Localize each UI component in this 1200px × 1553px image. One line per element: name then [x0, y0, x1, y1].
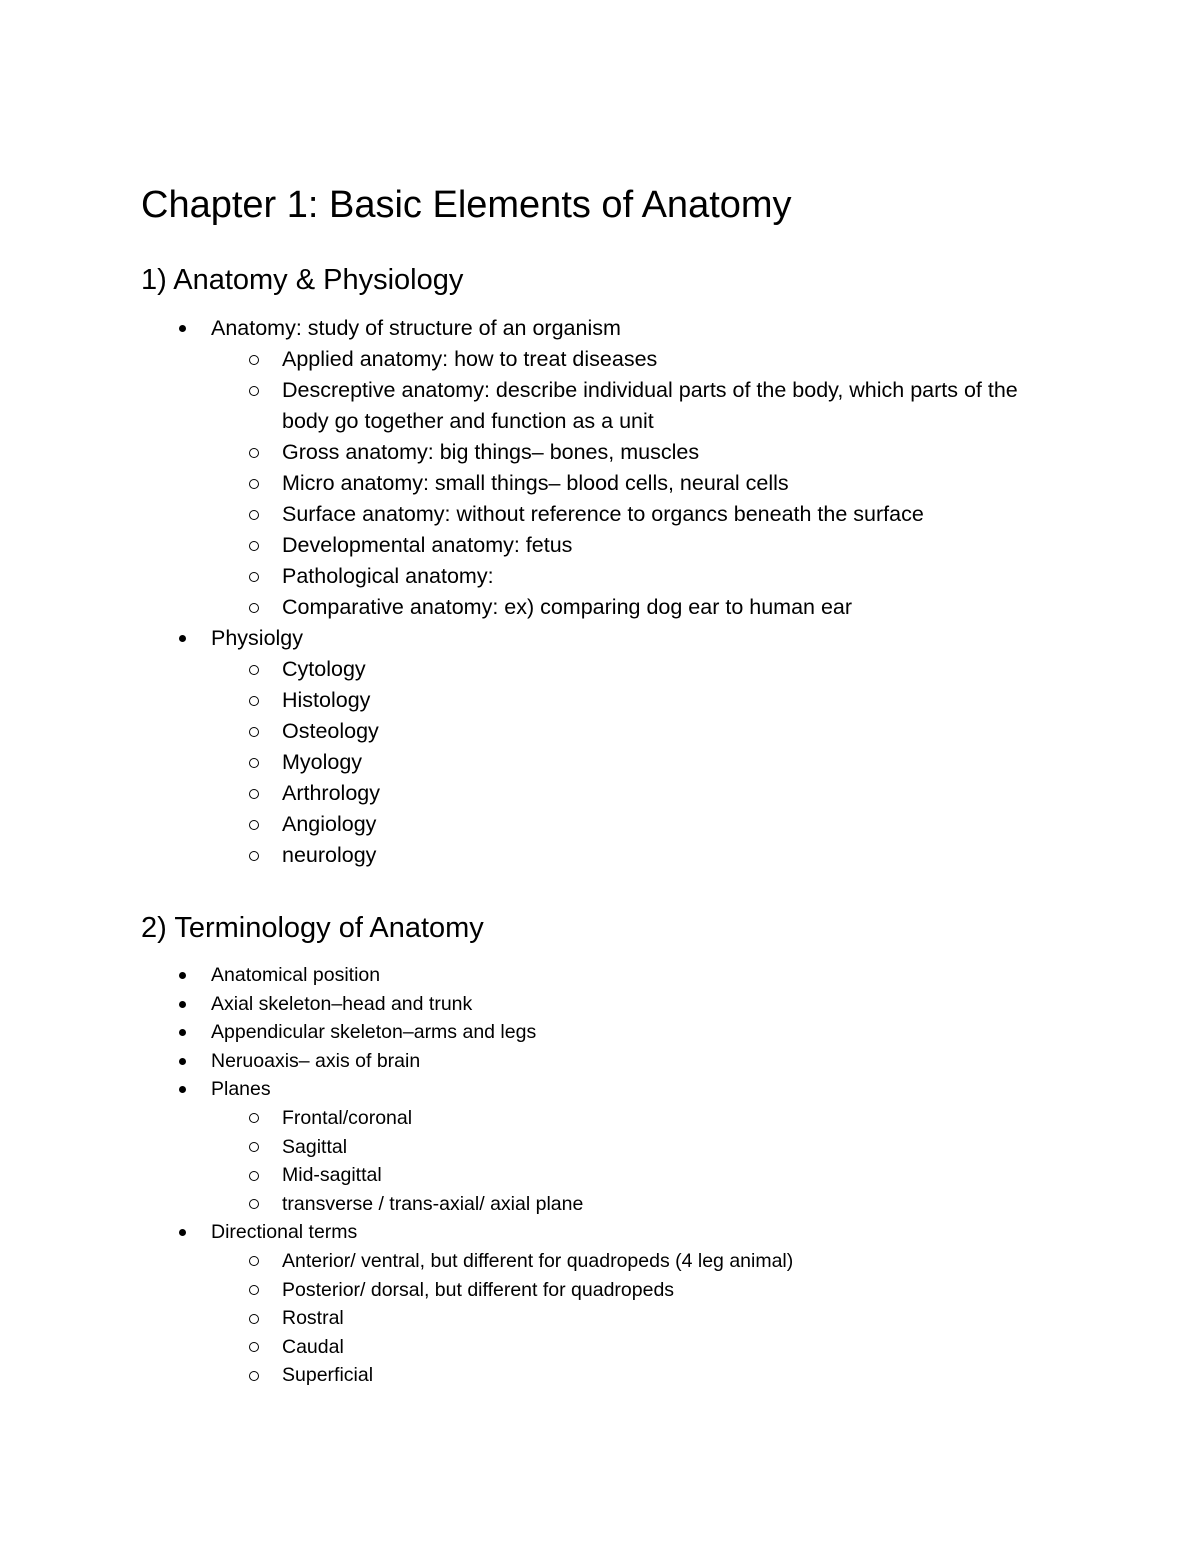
hollow-bullet-icon	[249, 789, 259, 799]
hollow-bullet-icon	[249, 448, 259, 458]
list-item-text: Anatomical position	[211, 964, 381, 986]
list-item-text: Directional terms	[211, 1221, 358, 1244]
list-item-text: Physiolgy	[211, 626, 304, 650]
anatomy-physiology-list	[0, 313, 1200, 871]
list-item	[0, 961, 1200, 990]
hollow-bullet-icon	[249, 1142, 259, 1152]
list-item-text: Angiology	[282, 812, 377, 836]
list-item	[0, 1333, 1200, 1362]
list-item	[0, 809, 1200, 840]
filled-bullet-icon	[179, 1029, 186, 1036]
list-item-text: Descreptive anatomy: describe individual parts of the body, which parts of the body go together and function as a unit	[282, 378, 1018, 433]
list-item-text: Osteology	[282, 719, 379, 743]
list-item	[0, 1190, 1200, 1219]
list-item	[0, 1247, 1200, 1276]
list-item	[0, 561, 1200, 592]
hollow-bullet-icon	[249, 386, 259, 396]
list-item	[0, 990, 1200, 1019]
list-item-text: Sagittal	[282, 1135, 348, 1158]
hollow-bullet-icon	[249, 820, 259, 830]
hollow-bullet-icon	[249, 1113, 259, 1123]
list-item-text: Histology	[282, 688, 371, 712]
list-item-text: transverse / trans-axial/ axial plane	[282, 1192, 584, 1215]
filled-bullet-icon	[179, 635, 186, 642]
hollow-bullet-icon	[249, 758, 259, 768]
hollow-bullet-icon	[249, 603, 259, 613]
list-item	[0, 1161, 1200, 1190]
list-item	[0, 1075, 1200, 1104]
hollow-bullet-icon	[249, 1371, 259, 1381]
list-item	[0, 1218, 1200, 1247]
hollow-bullet-icon	[249, 1256, 259, 1266]
section-heading-anatomy-physiology: 1) Anatomy & Physiology	[141, 264, 464, 296]
list-item	[0, 778, 1200, 809]
hollow-bullet-icon	[249, 696, 259, 706]
list-item-text: Posterior/ dorsal, but different for quadropeds	[282, 1278, 675, 1301]
filled-bullet-icon	[179, 972, 186, 979]
list-item	[0, 1018, 1200, 1047]
filled-bullet-icon	[179, 1086, 186, 1093]
list-item	[0, 344, 1200, 375]
list-item-text: Planes	[211, 1078, 271, 1101]
list-item-text: Applied anatomy: how to treat diseases	[282, 347, 658, 371]
list-item	[0, 1276, 1200, 1305]
hollow-bullet-icon	[249, 510, 259, 520]
document-title: Chapter 1: Basic Elements of Anatomy	[141, 184, 792, 226]
hollow-bullet-icon	[249, 1171, 259, 1181]
list-item	[0, 499, 1200, 530]
list-item-text: Cytology	[282, 657, 366, 681]
list-item-text: Caudal	[282, 1335, 344, 1358]
list-item	[0, 1304, 1200, 1333]
hollow-bullet-icon	[249, 727, 259, 737]
list-item	[0, 437, 1200, 468]
section-heading-terminology: 2) Terminology of Anatomy	[141, 912, 484, 944]
hollow-bullet-icon	[249, 1285, 259, 1295]
hollow-bullet-icon	[249, 541, 259, 551]
hollow-bullet-icon	[249, 1314, 259, 1324]
list-item	[0, 623, 1200, 654]
list-item	[0, 716, 1200, 747]
list-item	[0, 313, 1200, 344]
list-item-text: Rostral	[282, 1307, 344, 1330]
hollow-bullet-icon	[249, 479, 259, 489]
list-item-text: Anterior/ ventral, but different for quadropeds (4 leg animal)	[282, 1249, 794, 1272]
hollow-bullet-icon	[249, 665, 259, 675]
hollow-bullet-icon	[249, 1199, 259, 1209]
list-item	[0, 1047, 1200, 1076]
list-item-text: Appendicular skeleton–arms and legs	[211, 1021, 537, 1044]
list-item-text: Myology	[282, 750, 363, 774]
list-item-text: Gross anatomy: big things– bones, muscles	[282, 440, 700, 464]
list-item-text: Anatomy: study of structure of an organism	[211, 316, 621, 340]
list-item-text: Surface anatomy: without reference to organcs beneath the surface	[282, 502, 924, 526]
filled-bullet-icon	[179, 1229, 186, 1236]
hollow-bullet-icon	[249, 1342, 259, 1352]
list-item-text: Comparative anatomy: ex) comparing dog ear to human ear	[282, 595, 853, 619]
list-item	[0, 840, 1200, 871]
list-item-text: Superficial	[282, 1364, 374, 1387]
hollow-bullet-icon	[249, 355, 259, 365]
list-item-text: Frontal/coronal	[282, 1106, 413, 1129]
hollow-bullet-icon	[249, 572, 259, 582]
list-item-text: Neruoaxis– axis of brain	[211, 1049, 421, 1072]
list-item	[0, 654, 1200, 685]
list-item	[0, 375, 1062, 437]
list-item	[0, 1133, 1200, 1162]
list-item-text: neurology	[282, 843, 377, 867]
list-item	[0, 1104, 1200, 1133]
list-item-text: Arthrology	[282, 781, 380, 805]
list-item-text: Developmental anatomy: fetus	[282, 533, 573, 557]
list-item	[0, 1361, 1200, 1390]
filled-bullet-icon	[179, 325, 186, 332]
list-item-text: Mid-sagittal	[282, 1164, 382, 1187]
list-item	[0, 685, 1200, 716]
list-item	[0, 747, 1200, 778]
list-item	[0, 592, 1200, 623]
list-item-text: Pathological anatomy:	[282, 564, 494, 588]
list-item	[0, 468, 1200, 499]
list-item-text: Axial skeleton–head and trunk	[211, 992, 473, 1015]
list-item	[0, 530, 1200, 561]
list-item-text: Micro anatomy: small things– blood cells, neural cells	[282, 471, 789, 495]
terminology-list	[0, 961, 1200, 1390]
hollow-bullet-icon	[249, 851, 259, 861]
filled-bullet-icon	[179, 1058, 186, 1065]
filled-bullet-icon	[179, 1001, 186, 1008]
